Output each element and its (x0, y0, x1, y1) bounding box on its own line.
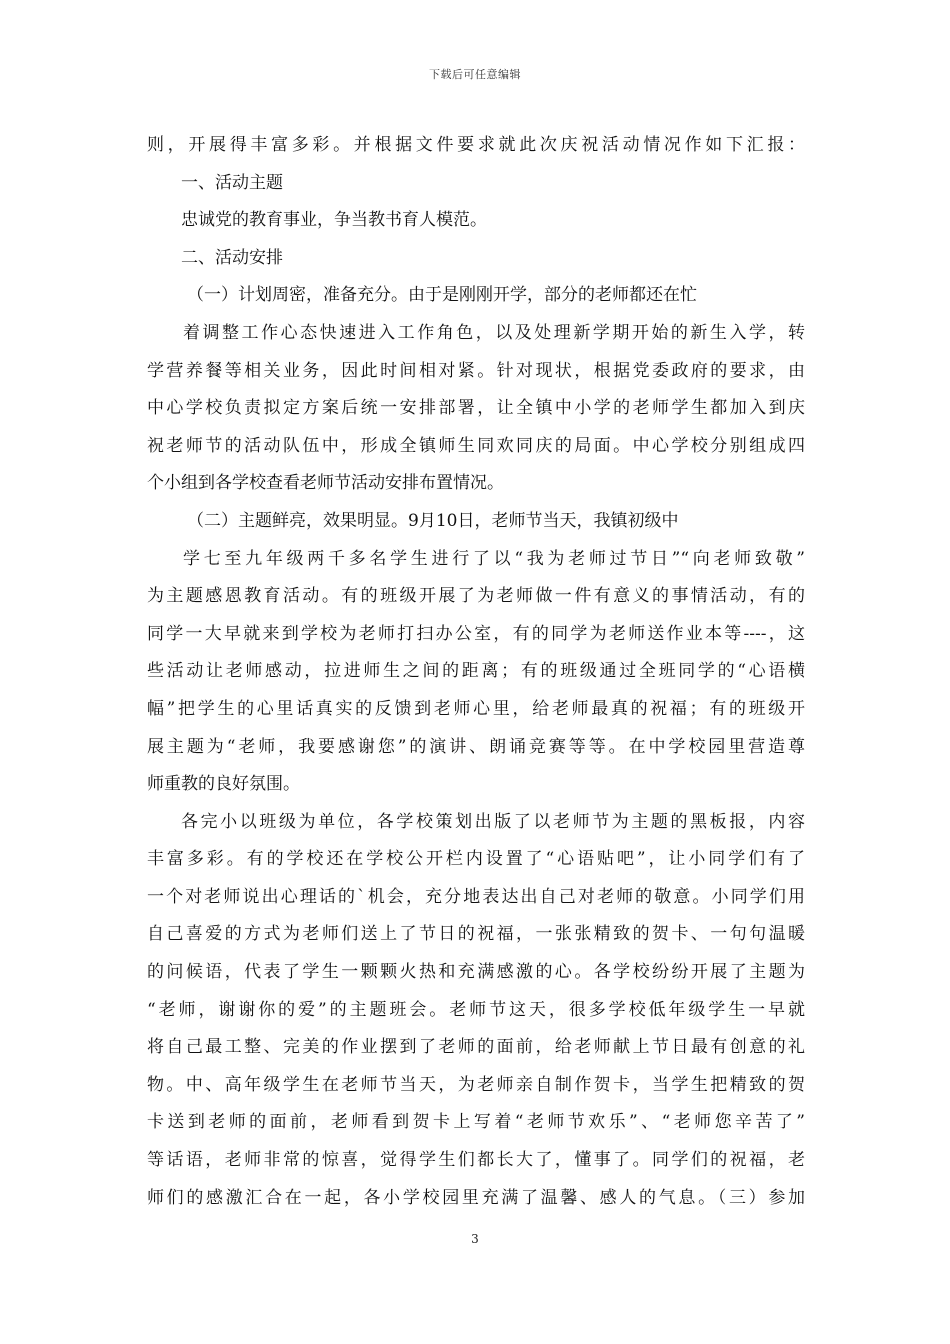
text-line: 等话语，老师非常的惊喜，觉得学生们都长大了，懂事了。同学们的祝福，老 (147, 1150, 805, 1171)
document-body (147, 127, 805, 1217)
text-line: 卡送到老师的面前，老师看到贺卡上写着“老师节欢乐”、“老师您辛苦了” (147, 1112, 805, 1133)
text-line: （二）主题鲜亮，效果明显。9月10日，老师节当天，我镇初级中 (187, 510, 679, 531)
text-line: 丰富多彩。有的学校还在学校公开栏内设置了“心语贴吧”，让小同学们有了 (147, 849, 805, 870)
text-line: 忠诚党的教育事业，争当教书育人模范。 (181, 210, 487, 231)
text-line: 个小组到各学校查看老师节活动安排布置情况。 (147, 473, 504, 494)
text-line: 学七至九年级两千多名学生进行了以“我为老师过节日”“向老师致敬” (183, 548, 805, 569)
text-line: “老师，谢谢你的爱”的主题班会。老师节这天，很多学校低年级学生一早就 (147, 999, 805, 1020)
text-line: 着调整工作心态快速进入工作角色，以及处理新学期开始的新生入学，转 (183, 322, 805, 343)
text-line: 物。中、高年级学生在老师节当天，为老师亲自制作贺卡，当学生把精致的贺 (147, 1074, 805, 1095)
text-line: 师们的感激汇合在一起，各小学校园里充满了温馨、感人的气息。（三）参加 (147, 1187, 805, 1208)
text-line: 则，开展得丰富多彩。并根据文件要求就此次庆祝活动情况作如下汇报： (147, 135, 805, 155)
text-line: 同学一大早就来到学校为老师打扫办公室，有的同学为老师送作业本等----，这 (147, 623, 805, 644)
text-line: （一）计划周密，准备充分。由于是刚刚开学，部分的老师都还在忙 (187, 285, 697, 306)
section-heading: 二、活动安排 (181, 247, 283, 268)
page-header: 下载后可任意编辑 (429, 68, 521, 81)
page-number: 3 (471, 1232, 479, 1246)
text-line: 些活动让老师感动，拉进师生之间的距离；有的班级通过全班同学的“心语横 (147, 661, 805, 682)
text-line: 展主题为“老师，我要感谢您”的演讲、朗诵竞赛等等。在中学校园里营造尊 (147, 736, 805, 757)
text-line: 幅”把学生的心里话真实的反馈到老师心里，给老师最真的祝福；有的班级开 (147, 698, 805, 719)
text-line: 为主题感恩教育活动。有的班级开展了为老师做一件有意义的事情活动，有的 (147, 586, 805, 607)
text-line: 学营养餐等相关业务，因此时间相对紧。针对现状，根据党委政府的要求，由 (147, 360, 805, 381)
text-line: 各完小以班级为单位，各学校策划出版了以老师节为主题的黑板报，内容 (181, 811, 805, 832)
text-line: 自己喜爱的方式为老师们送上了节日的祝福，一张张精致的贺卡、一句句温暖 (147, 924, 805, 945)
text-line: 中心学校负责拟定方案后统一安排部署，让全镇中小学的老师学生都加入到庆 (147, 398, 805, 419)
text-line: 师重教的良好氛围。 (147, 774, 300, 795)
text-line: 祝老师节的活动队伍中，形成全镇师生同欢同庆的局面。中心学校分别组成四 (147, 435, 805, 456)
text-line: 一个对老师说出心理话的`机会，充分地表达出自己对老师的敬意。小同学们用 (147, 886, 805, 907)
text-line: 的问候语，代表了学生一颗颗火热和充满感激的心。各学校纷纷开展了主题为 (147, 962, 805, 983)
section-heading: 一、活动主题 (181, 172, 283, 193)
text-line: 将自己最工整、完美的作业摆到了老师的面前，给老师献上节日最有创意的礼 (147, 1037, 805, 1058)
